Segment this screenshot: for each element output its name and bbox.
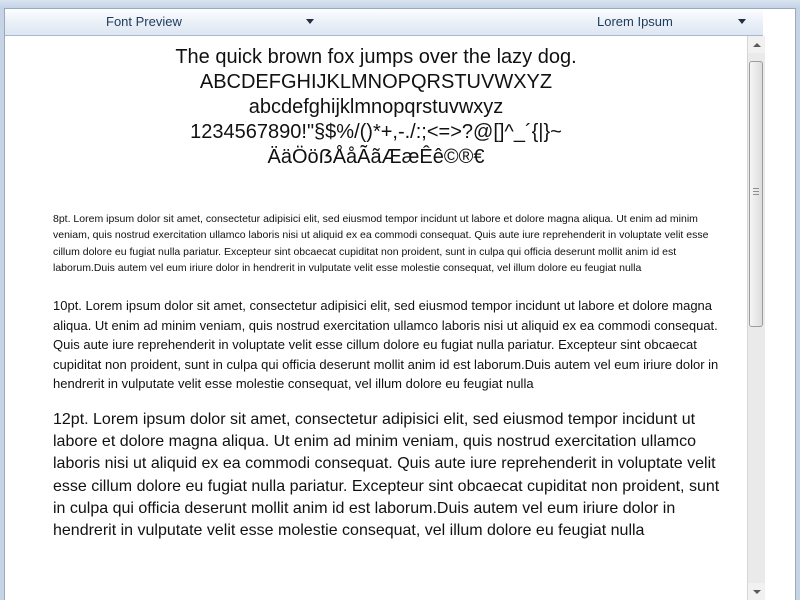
arrow-up-icon: [753, 43, 761, 47]
sample-text-dropdown[interactable]: [525, 9, 763, 35]
font-preview-area: [5, 36, 747, 600]
arrow-down-icon: [753, 590, 761, 594]
scroll-down-button[interactable]: [748, 583, 765, 600]
grip-line: [753, 191, 759, 192]
vertical-scrollbar[interactable]: [747, 36, 765, 600]
chevron-down-icon[interactable]: [306, 19, 314, 24]
scrollbar-thumb[interactable]: [749, 61, 763, 327]
font-preview-dropdown[interactable]: [5, 9, 325, 35]
sample-text-dropdown-label: Lorem Ipsum: [597, 14, 673, 29]
font-preview-dropdown-label: Font Preview: [106, 14, 182, 29]
grip-line: [753, 194, 759, 195]
character-sample: [5, 45, 747, 170]
paragraph-8pt: 8pt. Lorem ipsum dolor sit amet, consectetur adipisici elit, sed eiusmod tempor incidunt ut labore et dolore magna aliqua. Ut enim ad minim veniam, quis nostrud exercitation ullamco laboris nisi ut aliquid ex ea commodi consequat. Quis aute iure reprehenderit in voluptate velit esse cillum dolore eu fugiat nulla pariatur. Excepteur sint obcaecat cupiditat non proident, sunt in culpa qui officia deserunt mollit anim id est laborum.Duis autem vel eum iriure dolor in hendrerit in vulputate velit esse molestie consequat, vel illum dolore eu feugiat nulla: [53, 213, 709, 274]
scroll-up-button[interactable]: [748, 36, 765, 53]
uppercase-line: ABCDEFGHIJKLMNOPQRSTUVWXYZ: [199, 71, 553, 93]
grip-line: [753, 188, 759, 189]
window-frame-right: [795, 8, 800, 600]
window-frame-top: [0, 0, 800, 9]
accented-chars-line: ÄäÖöẞÅåÃãÆæÊê©®€: [267, 146, 485, 168]
paragraph-10pt: 10pt. Lorem ipsum dolor sit amet, consectetur adipisici elit, sed eiusmod tempor incidunt ut labore et dolore magna aliqua. Ut enim ad minim veniam, quis nostrud exercitation ullamco laboris nisi ut aliquid ex ea commodi consequat. Quis aute iure reprehenderit in voluptate velit esse cillum dolore eu fugiat nulla pariatur. Excepteur sint obcaecat cupiditat non proident, sunt in culpa qui officia deserunt mollit anim id est laborum.Duis autem vel eum iriure dolor in hendrerit in vulputate velit esse molestie consequat, vel illum dolore eu feugiat nulla: [53, 298, 719, 392]
digits-symbols-line: 1234567890!"§$%/()*+,-./:;<=>?@[]^_´{|}~: [190, 121, 562, 143]
chevron-down-icon[interactable]: [738, 19, 746, 24]
toolbar: [5, 9, 763, 36]
lowercase-line: abcdefghijklmnopqrstuvwxyz: [248, 96, 504, 118]
paragraph-12pt: 12pt. Lorem ipsum dolor sit amet, consectetur adipisici elit, sed eiusmod tempor incidunt ut labore et dolore magna aliqua. Ut enim ad minim veniam, quis nostrud exercitation ullamco laboris nisi ut aliquid ex ea commodi consequat. Quis aute iure reprehenderit in voluptate velit esse cillum dolore eu fugiat nulla pariatur. Excepteur sint obcaecat cupiditat non proident, sunt in culpa qui officia deserunt mollit anim id est laborum.Duis autem vel eum iriure dolor in hendrerit in vulputate velit esse molestie consequat, vel illum dolore eu feugiat nulla: [53, 410, 720, 540]
pangram-line: The quick brown fox jumps over the lazy dog.: [175, 46, 577, 68]
